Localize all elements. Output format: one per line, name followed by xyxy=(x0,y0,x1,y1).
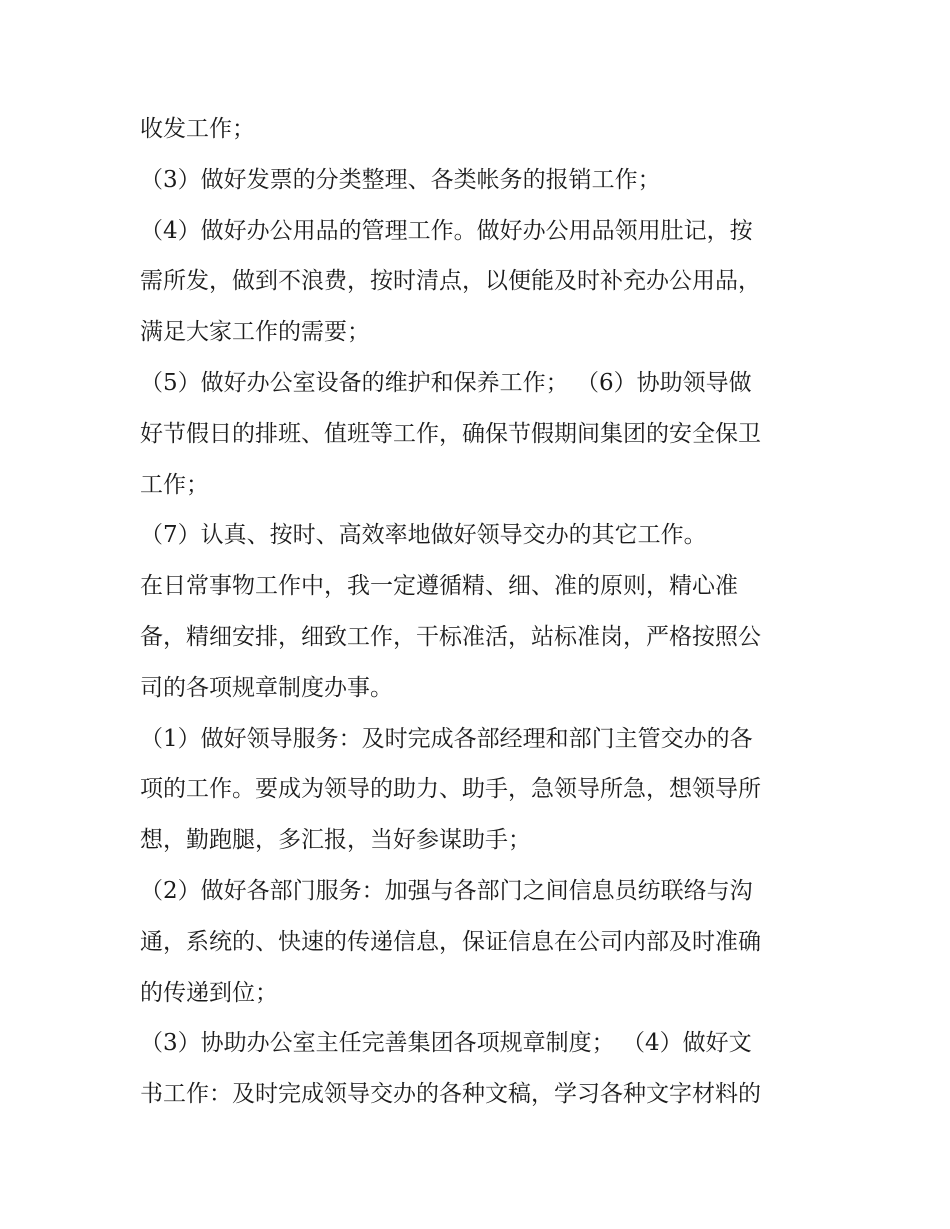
text-line: （3）做好发票的分类整理、各类帐务的报销工作； xyxy=(140,166,661,193)
text-line: 收发工作； xyxy=(140,116,255,142)
text-line: 司的各项规章制度办事。 xyxy=(140,674,393,701)
text-line: 好节假日的排班、值班等工作，确保节假期间集团的安全保卫 xyxy=(140,420,761,447)
text-line: 在日常事物工作中，我一定遵循精、细、准的原则，精心准 xyxy=(140,573,738,600)
text-line: 项的工作。要成为领导的助力、助手，急领导所急，想领导所 xyxy=(140,776,761,803)
text-line: 备，精细安排，细致工作，干标准活，站标准岗，严格按照公 xyxy=(140,623,761,650)
text-line: 需所发，做到不浪费，按时清点，以便能及时补充办公用品， xyxy=(140,268,761,295)
text-line: （1）做好领导服务：及时完成各部经理和部门主管交办的各 xyxy=(140,725,753,752)
text-line: 工作； xyxy=(140,471,209,498)
text-line: （2）做好各部门服务：加强与各部门之间信息员纺联络与沟 xyxy=(140,877,753,904)
text-line: （5）做好办公室设备的维护和保养工作； （6）协助领导做 xyxy=(140,369,752,396)
document-body xyxy=(140,104,816,1120)
text-line: 满足大家工作的需要； xyxy=(140,319,370,346)
text-line: （3）协助办公室主任完善集团各项规章制度； （4）做好文 xyxy=(140,1030,752,1057)
text-line: 的传递到位； xyxy=(140,979,278,1006)
text-line: （7）认真、按时、高效率地做好领导交办的其它工作。 xyxy=(140,522,707,549)
text-line: 书工作：及时完成领导交办的各种文稿，学习各种文字材料的 xyxy=(140,1081,761,1108)
text-line: 想，勤跑腿，多汇报，当好参谋助手； xyxy=(140,827,531,854)
text-line: （4）做好办公用品的管理工作。做好办公用品领用肚记，按 xyxy=(140,217,753,244)
text-line: 通，系统的、快速的传递信息，保证信息在公司内部及时准确 xyxy=(140,928,761,955)
